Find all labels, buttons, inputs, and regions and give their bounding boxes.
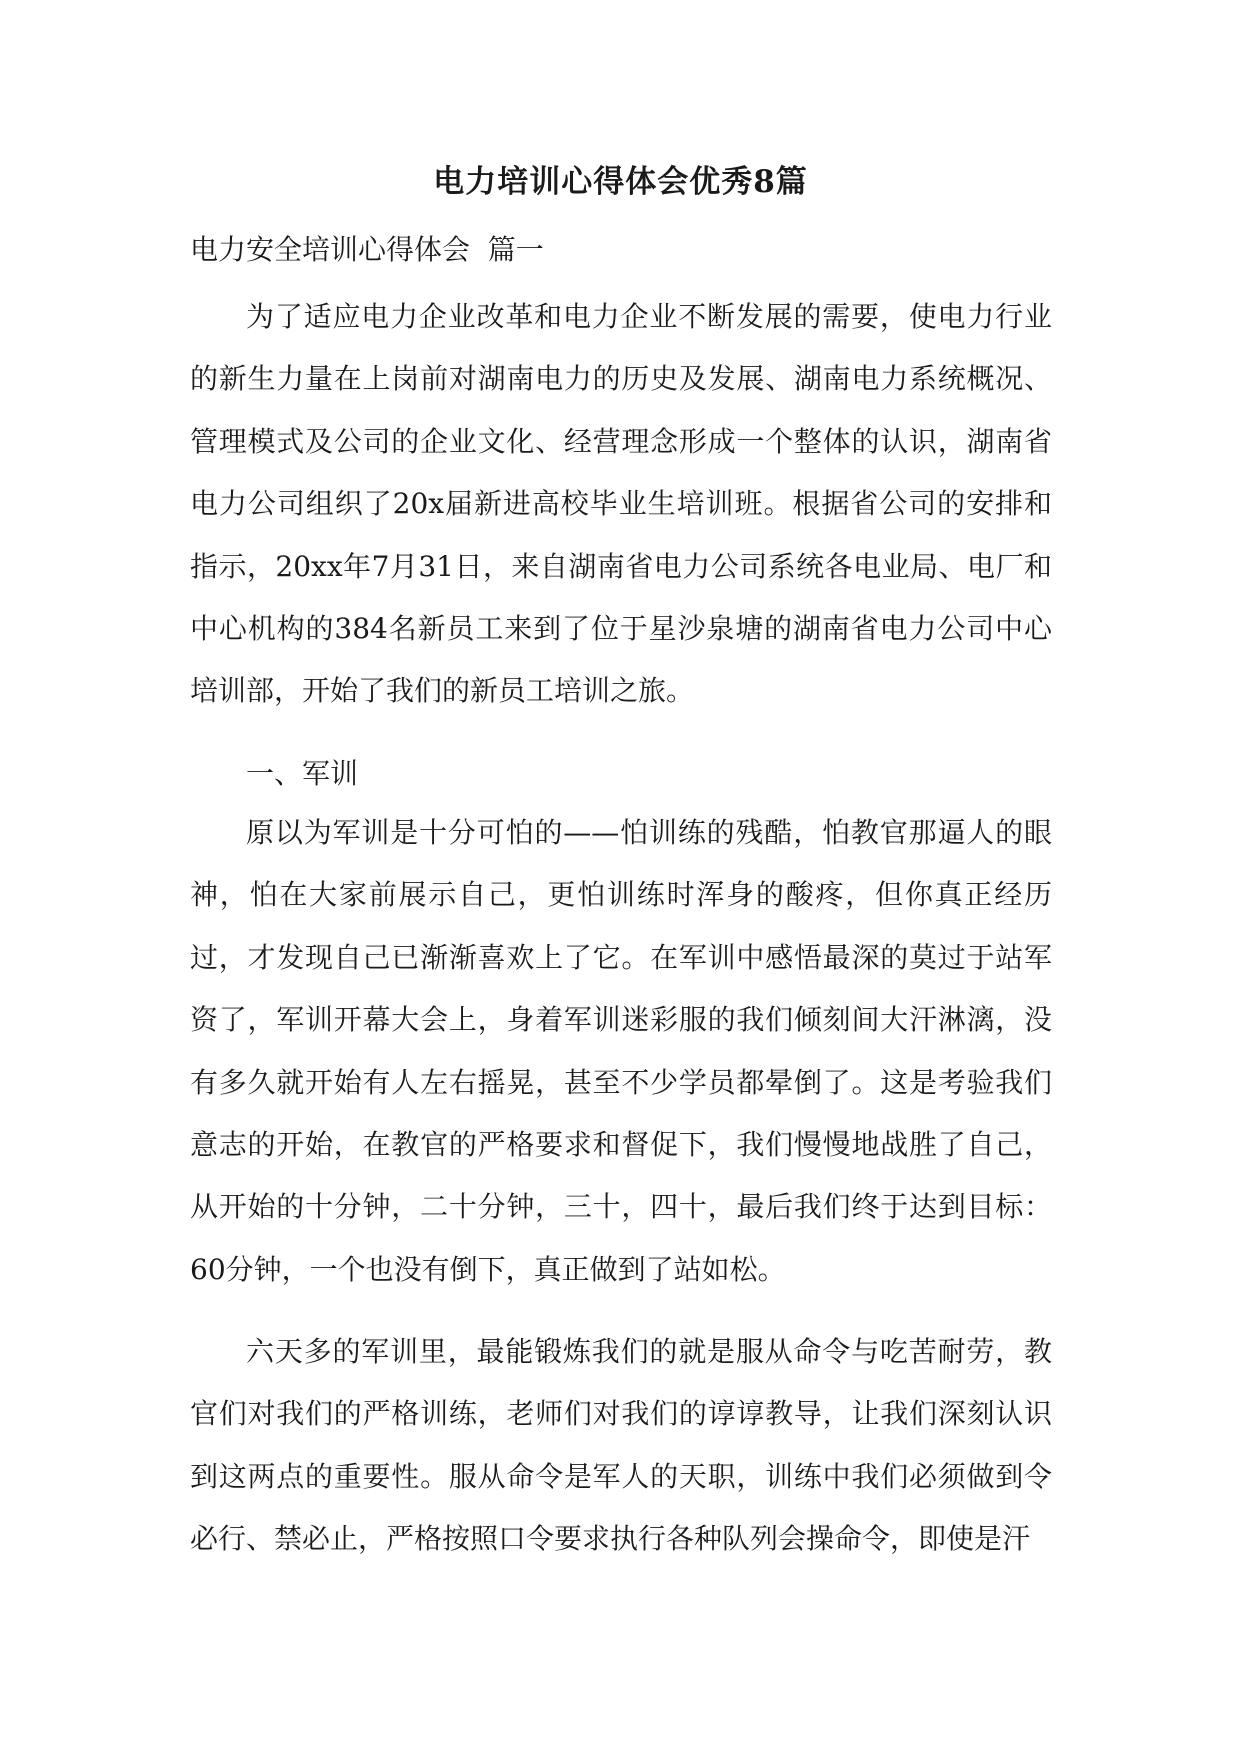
- paragraph-six-days: 六天多的军训里，最能锻炼我们的就是服从命令与吃苦耐劳，教官们对我们的严格训练，老师们对我们的谆谆教导，让我们深刻认识到这两点的重要性。服从命令是军人的天职，训练中我们必须做到令必行、禁必止，严格按照口令要求执行各种队列会操命令，即使是汗: [190, 1335, 1052, 1556]
- subheading-military-training: 一、军训: [246, 757, 359, 790]
- section-heading: 电力安全培训心得体会 篇一: [190, 233, 544, 266]
- document-title: 电力培训心得体会优秀8篇: [433, 164, 808, 200]
- paragraph-military-training: 原以为军训是十分可怕的——怕训练的残酷，怕教官那逼人的眼神，怕在大家前展示自己，更怕训练时浑身的酸疼，但你真正经历过，才发现自己已渐渐喜欢上了它。在军训中感悟最深的莫过于站军资了，军训开幕大会上，身着军训迷彩服的我们倾刻间大汗淋漓，没有多久就开始有人左右摇晃，甚至不少学员都晕倒了。这是考验我们意志的开始，在教官的严格要求和督促下，我们慢慢地战胜了自己，从开始的十分钟，二十分钟，三十，四十，最后我们终于达到目标：60分钟，一个也没有倒下，真正做到了站如松。: [190, 816, 1052, 1286]
- paragraph-intro: 为了适应电力企业改革和电力企业不断发展的需要，使电力行业的新生力量在上岗前对湖南电力的历史及发展、湖南电力系统概况、管理模式及公司的企业文化、经营理念形成一个整体的认识，湖南省电力公司组织了20x届新进高校毕业生培训班。根据省公司的安排和指示，20xx年7月31日，来自湖南省电力公司系统各电业局、电厂和中心机构的384名新员工来到了位于星沙泉塘的湖南省电力公司中心培训部，开始了我们的新员工培训之旅。: [190, 300, 1052, 708]
